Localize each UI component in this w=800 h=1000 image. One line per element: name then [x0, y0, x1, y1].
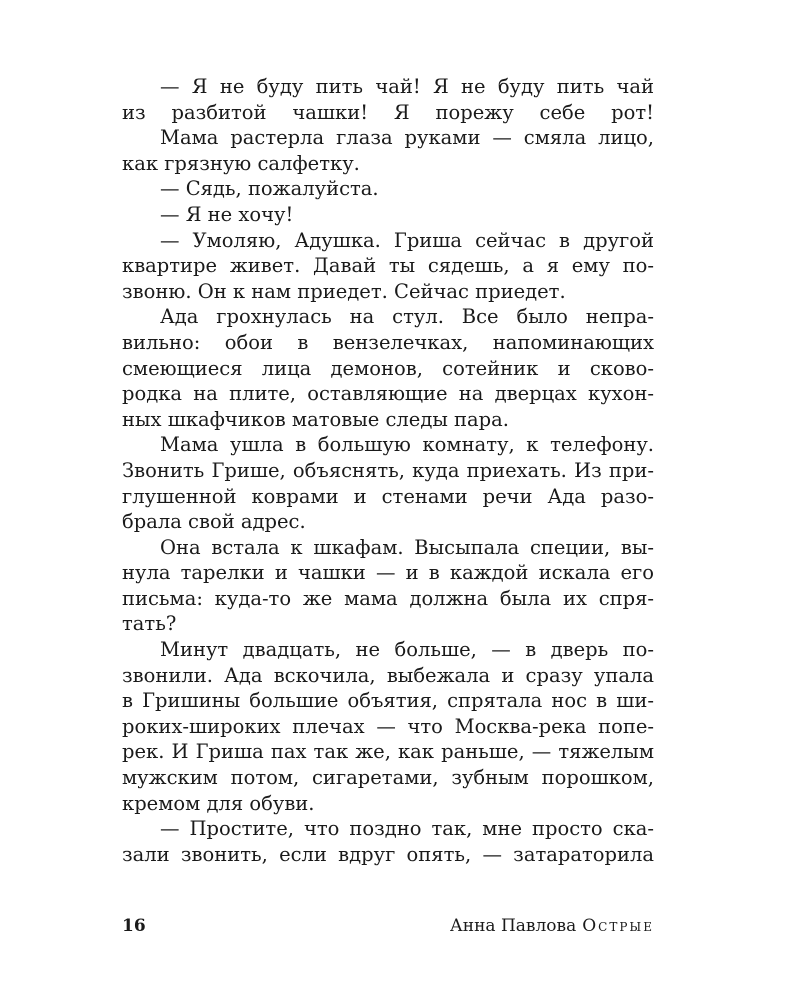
text-line: кремом для обуви.	[122, 791, 315, 815]
text-line: — Я не буду пить чай! Я не буду пить чай	[160, 75, 654, 98]
text-line: звоню. Он к нам приедет. Сейчас приедет.	[122, 279, 566, 303]
text-line: звонили. Ада вскочила, выбежала и сразу упала	[122, 663, 654, 687]
book-title: Острые	[582, 916, 654, 936]
text-line: Звонить Грише, объяснять, куда приехать. Из при-	[122, 458, 654, 482]
text-line: — Я не хочу!	[160, 202, 294, 226]
text-line: ных шкафчиков матовые следы пара.	[122, 407, 509, 431]
text-line: из разбитой чашки! Я порежу себе рот!	[122, 100, 654, 124]
text-line: Мама растерла глаза руками — смяла лицо,	[160, 126, 654, 150]
text-line: как грязную салфетку.	[122, 151, 360, 175]
text-line: мужским потом, сигаретами, зубным порошком,	[122, 766, 654, 790]
text-line: родка на плите, оставляющие на дверцах кухон-	[122, 382, 654, 406]
text-line: вильно: обои в вензелечках, напоминающих	[122, 330, 654, 354]
text-line: смеющиеся лица демонов, сотейник и сково-	[122, 356, 654, 380]
text-line: Ада грохнулась на стул. Все было непра-	[160, 305, 654, 329]
text-line: — Сядь, пожалуйста.	[160, 177, 379, 201]
text-line: брала свой адрес.	[122, 510, 306, 534]
text-line: Она встала к шкафам. Высыпала специи, вы-	[160, 535, 654, 559]
text-line: квартире живет. Давай ты сядешь, а я ему по-	[122, 254, 654, 278]
text-line: Минут двадцать, не больше, — в дверь по-	[160, 638, 654, 662]
page-body	[122, 74, 654, 867]
text-line: — Умоляю, Адушка. Гриша сейчас в другой	[160, 228, 654, 252]
text-line: — Простите, что поздно так, мне просто ска-	[160, 817, 654, 841]
text-line: в Гришины большие объятия, спрятала нос в ши-	[122, 689, 654, 713]
text-line: Мама ушла в большую комнату, к телефону.	[160, 433, 654, 457]
author-name: Анна Павлова	[449, 916, 577, 936]
text-line: роких-широких плечах — что Москва-река попе-	[122, 714, 654, 738]
text-line: рек. И Гриша пах так же, как раньше, — тяжелым	[122, 740, 654, 764]
page-footer	[122, 916, 654, 942]
text-line: тать?	[122, 612, 177, 636]
running-head	[450, 916, 654, 936]
text-line: зали звонить, если вдруг опять, — затараторила	[122, 842, 654, 866]
text-line: письма: куда-то же мама должна была их спря-	[122, 586, 654, 610]
page-number: 16	[122, 916, 146, 936]
text-line: глушенной коврами и стенами речи Ада разо-	[122, 484, 654, 508]
text-line: нула тарелки и чашки — и в каждой искала его	[122, 561, 654, 585]
